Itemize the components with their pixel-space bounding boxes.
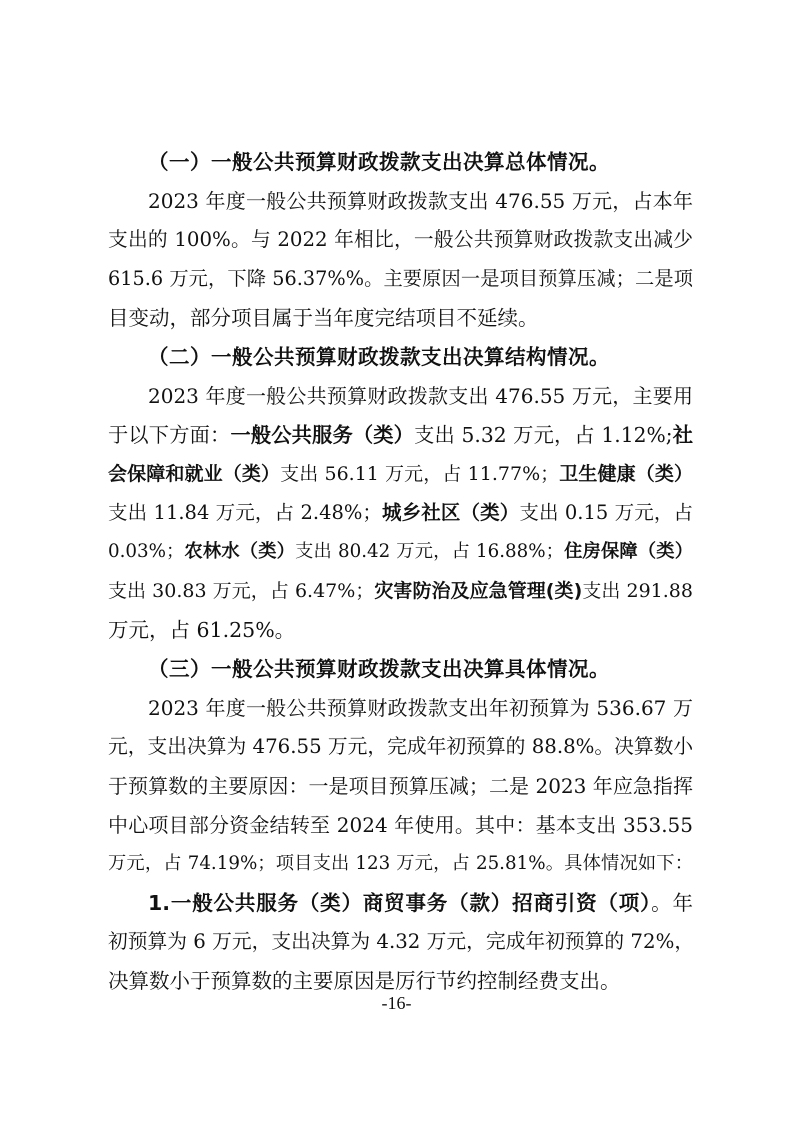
text-segment: 支出 30.83 万元，占 6.47%； [108,580,375,602]
category-label: 住房保障（类） [563,541,693,562]
category-label: 卫生健康（类） [559,463,693,485]
text-segment: 支出 11.84 万元，占 2.48%； [108,501,382,524]
category-label: 城乡社区（类） [381,501,520,524]
category-label: 会保障和就业（类） [108,463,281,485]
item-1-title: 1.一般公共服务（类）商贸事务（款）招商引资（项） [148,891,652,915]
text-segment: 支出 80.42 万元，占 16.88%； [295,541,564,562]
text-segment: 支出 56.11 万元，占 11.77%； [280,463,560,485]
category-label: 一般公共服务（类） [230,423,415,447]
section-1-heading: （一）一般公共预算财政拨款支出决算总体情况。 [148,150,610,174]
paragraph-line: 元，支出决算为 476.55 万元，完成年初预算的 88.8%。决算数小 [108,735,694,758]
text-segment: 支出 0.15 万元，占 [519,501,693,524]
category-label: 农林水（类） [184,541,296,562]
paragraph-line: 目变动，部分项目属于当年度完结项目不延续。 [108,306,539,330]
paragraph-line [108,537,693,567]
paragraph-line: 615.6 万元，下降 56.37%%。主要原因一是项目预算压减；二是项 [108,267,693,290]
paragraph-line [108,459,693,489]
paragraph-line: 中心项目部分资金结转至 2024 年使用。其中：基本支出 353.55 [108,813,693,837]
paragraph-line: 2023 年度一般公共预算财政拨款支出 476.55 万元，主要用 [148,384,693,408]
paragraph-line: 万元，占 61.25%。 [108,618,296,642]
paragraph-line: 2023 年度一般公共预算财政拨款支出 476.55 万元，占本年 [148,189,693,213]
paragraph-line: 决算数小于预算数的主要原因是厉行节约控制经费支出。 [108,969,621,993]
paragraph-line: 初预算为 6 万元，支出决算为 4.32 万元，完成年初预算的 72%， [108,930,695,953]
item-1-line [148,888,693,918]
page-number: -16- [381,993,412,1013]
text-segment: 支出 291.88 [582,580,693,602]
paragraph-line: 于预算数的主要原因：一是项目预算压减；二是 2023 年应急指挥 [108,774,693,798]
paragraph-line [108,420,693,450]
paragraph-line [108,498,693,528]
text-segment: 支出 5.32 万元，占 1.12%; [414,423,673,447]
category-label: 社 [672,423,693,447]
section-2-heading: （二）一般公共预算财政拨款支出决算结构情况。 [148,345,610,369]
paragraph-line [108,576,693,606]
text-segment: 0.03%； [108,541,185,562]
text-segment: 于以下方面： [108,423,231,447]
text-segment: 。年 [651,891,693,915]
section-3-heading: （三）一般公共预算财政拨款支出决算具体情况。 [148,657,610,681]
paragraph-line: 支出的 100%。与 2022 年相比，一般公共预算财政拨款支出减少 [108,228,693,251]
paragraph-line: 2023 年度一般公共预算财政拨款支出年初预算为 536.67 万 [148,696,693,720]
paragraph-line: 万元，占 74.19%；项目支出 123 万元，占 25.81%。具体情况如下： [108,853,693,874]
category-label: 灾害防治及应急管理(类) [374,580,583,602]
